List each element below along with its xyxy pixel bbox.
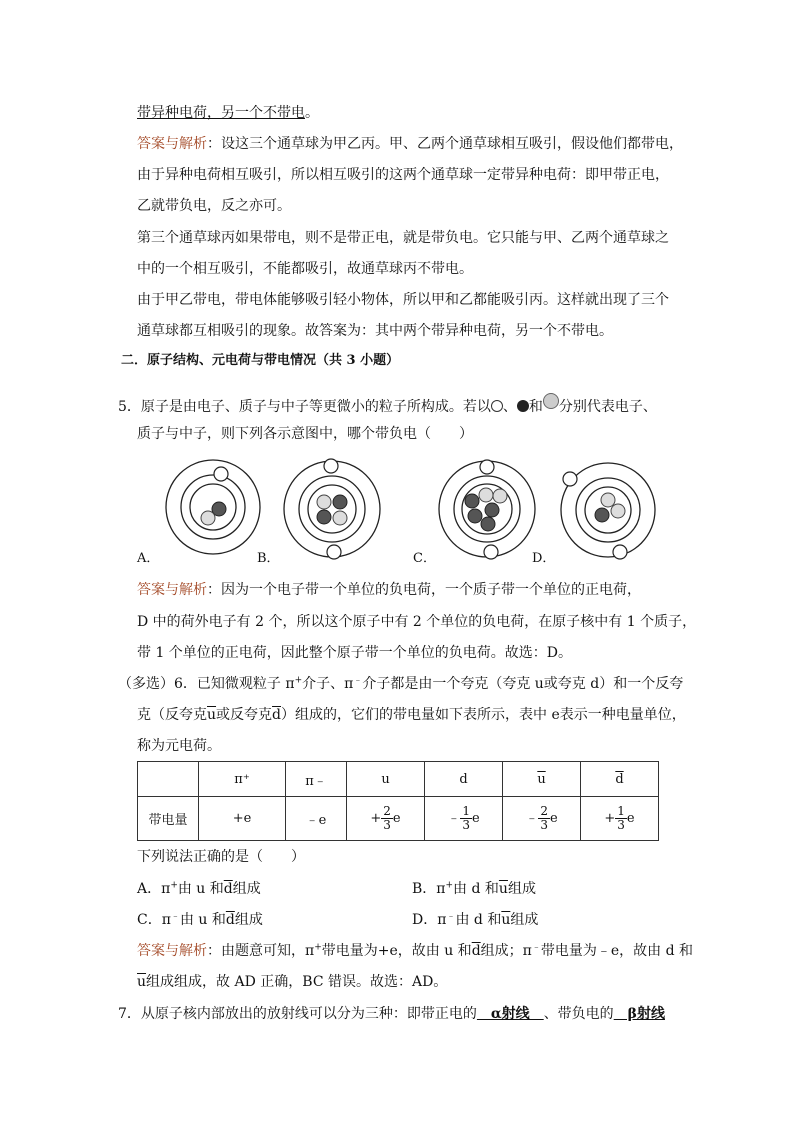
- table-cell: + $\frac{1}{3}$ e: [581, 797, 659, 841]
- intro-text: 中的一个相互吸引，不能都吸引，故通草球丙不带电。: [137, 261, 473, 277]
- charge-table: [137, 761, 659, 841]
- atom-diagrams: [130, 455, 690, 565]
- intro-text: 乙就带负电，反之亦可。: [137, 198, 291, 214]
- atom-diagram-a: [166, 460, 260, 554]
- fraction: $\frac{1}{3}$: [462, 804, 470, 832]
- section-heading: 二．原子结构、元电荷与带电情况（共 3 小题）: [121, 353, 400, 368]
- q6-option-a[interactable]: A．π+由 u 和$\overline{d}$组成: [137, 880, 261, 897]
- table-header-cell: π⁺: [199, 762, 286, 797]
- q6-option-d[interactable]: D．π﹣由 d 和$\overline{u}$组成: [412, 911, 539, 928]
- table-cell: +e: [199, 797, 286, 841]
- q5-answer-text: 带 1 个单位的正电荷，因此整个原子带一个单位的负电荷。故选：D。: [137, 645, 573, 661]
- answer-label: 答案与解析: [137, 943, 207, 959]
- table-header-cell: $\overline{u}$: [503, 762, 581, 797]
- q6-option-b[interactable]: B．π+由 d 和$\overline{u}$组成: [412, 880, 536, 897]
- table-cell: + $\frac{2}{3}$ e: [347, 797, 425, 841]
- q6-answer-line2: $\overline{u}$组成组成，故 AD 正确，BC 错误。故选：AD。: [137, 974, 448, 990]
- q5-option-b-label: B．: [257, 551, 280, 566]
- q6-answer-line: 答案与解析：由题意可知，π+带电量为+e，故由 u 和$\overline{d}$组成；π﹣带电量为﹣e，故由 d 和: [137, 942, 694, 959]
- table-header-cell: [138, 762, 199, 797]
- intro-answer-line: 答案与解析：设这三个通草球为甲乙丙。甲、乙两个通草球相互吸引，假设他们都带电，: [137, 136, 683, 152]
- atom-diagram-b: [284, 459, 380, 559]
- table-header-cell: u: [347, 762, 425, 797]
- intro-line1: 带异种电荷，另一个不带电。: [137, 105, 319, 121]
- q5-answer-line: 答案与解析：因为一个电子带一个单位的负电荷，一个质子带一个单位的正电荷，: [137, 582, 641, 598]
- q7-blank-alpha: α射线: [476, 1006, 544, 1022]
- q5-stem-line1: 5．原子是由电子、质子与中子等更微小的粒子所构成。若以 、 和 分别代表电子、: [118, 393, 657, 417]
- table-cell: ﹣ $\frac{1}{3}$ e: [425, 797, 503, 841]
- fraction: $\frac{2}{3}$: [540, 804, 548, 832]
- q5-answer-text: D 中的荷外电子有 2 个，所以这个原子中有 2 个单位的负电荷，在原子核中有 1 个质子，: [137, 614, 697, 630]
- q6-stem-question: 下列说法正确的是（ ）: [137, 849, 305, 865]
- table-cell: ﹣e: [286, 797, 347, 841]
- intro-text: 由于甲乙带电，带电体能够吸引轻小物体，所以甲和乙都能吸引丙。这样就出现了三个: [137, 292, 669, 308]
- q6-stem-line2: 克（反夸克$\overline{u}$或反夸克$\overline{d}$）组成的，它们的带电量如下表所示，表中 e表示一种电量单位，: [137, 707, 686, 723]
- q5-option-c-label: C．: [413, 551, 436, 566]
- intro-text: 由于异种电荷相互吸引，所以相互吸引的这两个通草球一定带异种电荷：即甲带正电，: [137, 167, 669, 183]
- fraction: $\frac{2}{3}$: [383, 804, 391, 832]
- table-header-cell: d: [425, 762, 503, 797]
- q5-stem-line2: 质子与中子，则下列各示意图中，哪个带负电（ ）: [137, 426, 473, 442]
- electron-icon: [491, 400, 503, 412]
- table-row-label: 带电量: [138, 797, 199, 841]
- q6-option-c[interactable]: C．π﹣由 u 和$\overline{d}$组成: [137, 911, 263, 928]
- q6-stem-line1: （多选）6．已知微观粒子 π+介子、π﹣介子都是由一个夸克（夸克 u或夸克 d）和一个反夸: [118, 675, 684, 692]
- q5-option-a-label: A．: [137, 551, 160, 566]
- q7-stem: 7．从原子核内部放出的放射线可以分为三种：即带正电的 α射线 、带负电的 β射线: [118, 1006, 665, 1022]
- table-header-cell: π﹣: [286, 762, 347, 797]
- answer-label: 答案与解析: [137, 582, 207, 598]
- atom-diagram-d: [561, 463, 655, 559]
- neutron-icon: [543, 393, 559, 409]
- table-cell: ﹣ $\frac{2}{3}$ e: [503, 797, 581, 841]
- q7-blank-beta: β射线: [613, 1006, 665, 1022]
- fraction: $\frac{1}{3}$: [617, 804, 625, 832]
- q6-stem-line3: 称为元电荷。: [137, 738, 221, 754]
- intro-text: 通草球都互相吸引的现象。故答案为：其中两个带异种电荷，另一个不带电。: [137, 323, 613, 339]
- table-header-cell: $\overline{d}$: [581, 762, 659, 797]
- answer-label: 答案与解析: [137, 136, 207, 152]
- table-row: [138, 797, 659, 841]
- proton-icon: [517, 400, 529, 412]
- table-header-row: [138, 762, 659, 797]
- q5-option-d-label: D．: [532, 551, 556, 566]
- atom-diagram-c: [439, 460, 535, 559]
- intro-text: 第三个通草球丙如果带电，则不是带正电，就是带负电。它只能与甲、乙两个通草球之: [137, 230, 669, 246]
